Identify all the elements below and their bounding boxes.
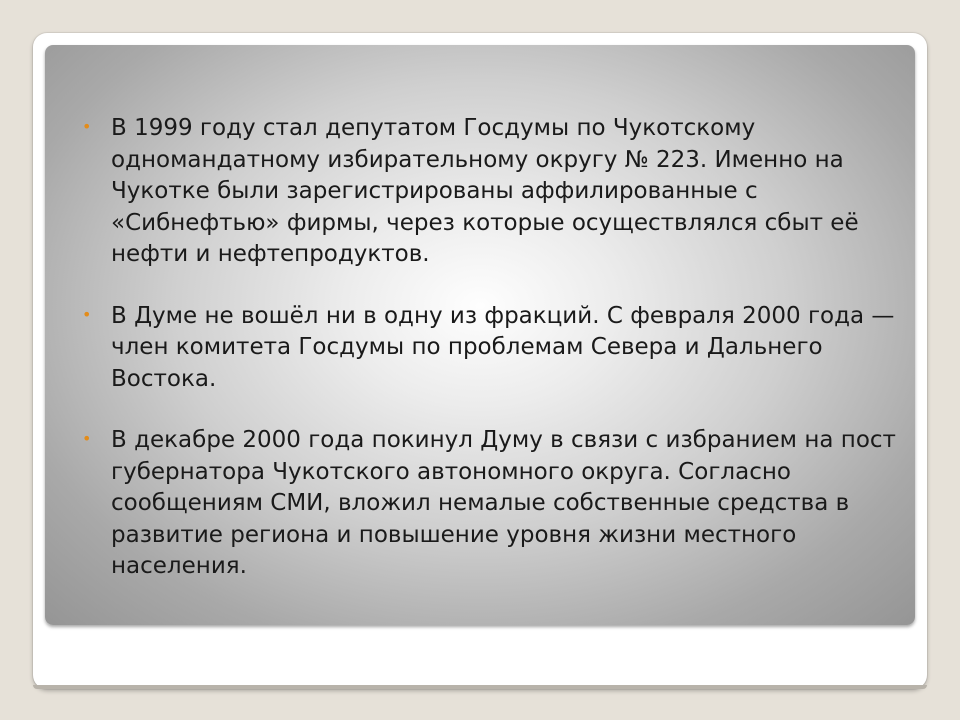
slide-frame bbox=[33, 33, 927, 689]
bullet-dot-icon: • bbox=[82, 429, 92, 448]
bullet-list bbox=[82, 113, 902, 613]
list-item bbox=[82, 301, 902, 396]
content-panel bbox=[45, 45, 915, 625]
bullet-text: В 1999 году стал депутатом Госдумы по Чукотскому одномандатному избирательному округу № 223. Именно на Чукотке были зарегистрированы аффилированные с «Сибнефтью» фирмы, через которые осуществлялся сбыт её нефти и нефтепродуктов. bbox=[111, 115, 859, 267]
slide-bottom-rule bbox=[33, 685, 927, 689]
bullet-text: В Думе не вошёл ни в одну из фракций. С февраля 2000 года — член комитета Госдумы по проблемам Севера и Дальнего Востока. bbox=[111, 302, 895, 392]
bullet-text: В декабре 2000 года покинул Думу в связи с избранием на пост губернатора Чукотского автономного округа. Согласно сообщениям СМИ, вложил немалые собственные средства в развитие региона и повышение уровня жизни местного населения. bbox=[111, 427, 896, 579]
list-item bbox=[82, 425, 902, 583]
bullet-dot-icon: • bbox=[82, 304, 92, 324]
bullet-dot-icon: • bbox=[82, 117, 92, 136]
list-item bbox=[82, 113, 902, 271]
